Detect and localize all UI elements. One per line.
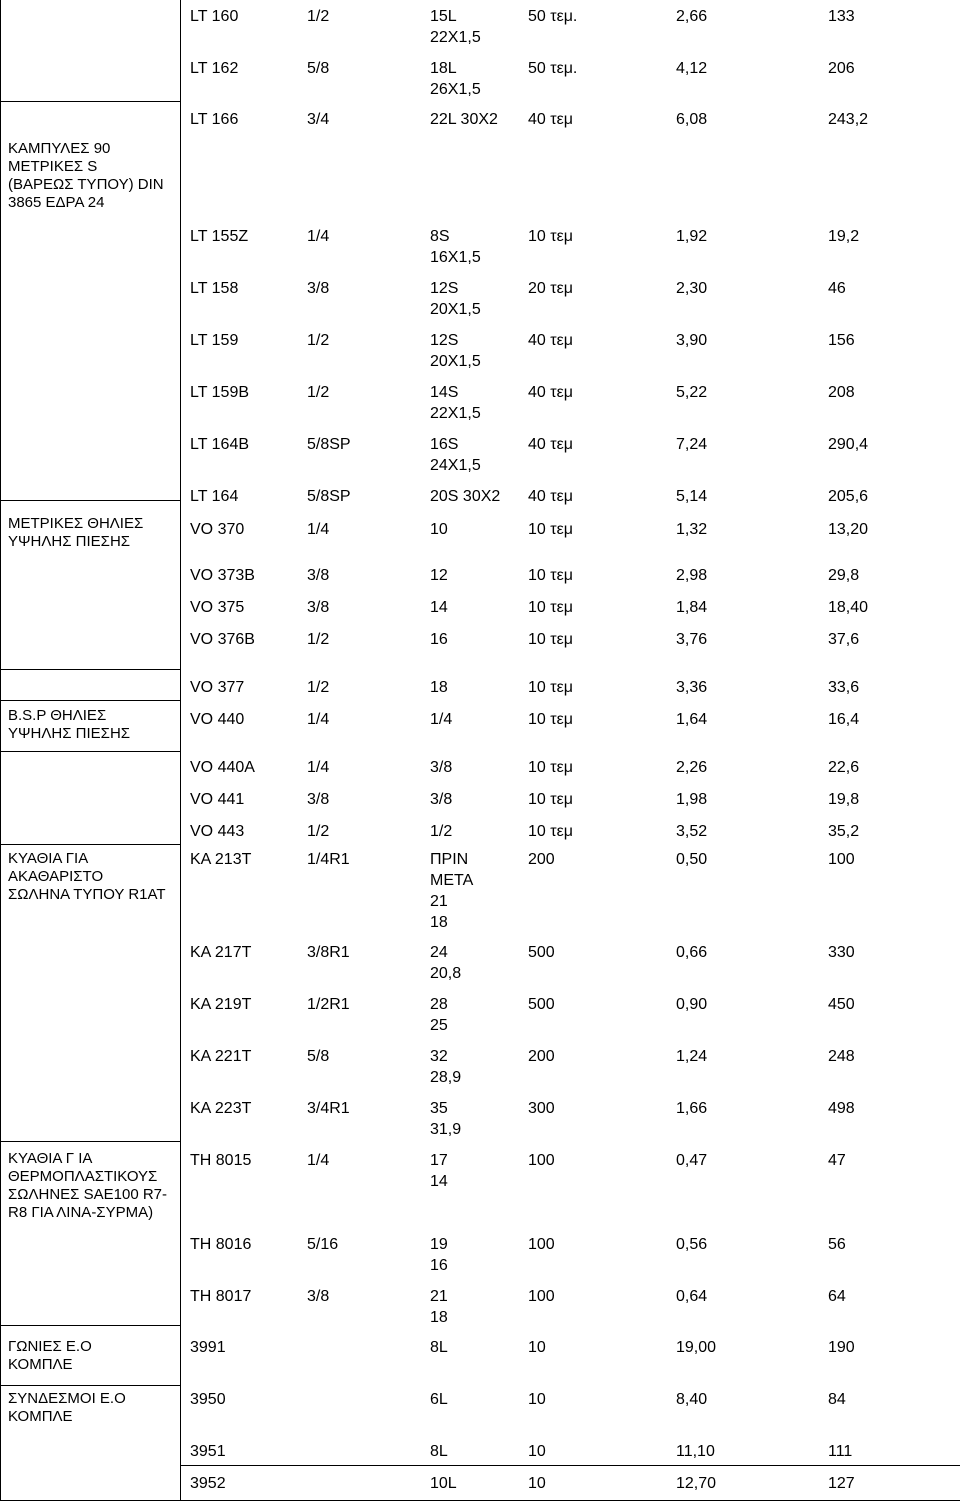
cell-total: 46	[828, 280, 846, 297]
cell-code: VO 375	[190, 599, 245, 616]
cell-quantity: 40 τεμ	[528, 384, 573, 401]
cell-price: 1,64	[676, 711, 708, 728]
cell-thread: 10	[430, 521, 448, 538]
category-separator-7	[0, 1325, 180, 1326]
cell-thread: 24X1,5	[430, 457, 481, 474]
cell-code: LT 164B	[190, 436, 250, 453]
cell-size: 3/4	[307, 111, 330, 128]
cell-code: LT 159B	[190, 384, 250, 401]
cell-total: 33,6	[828, 679, 860, 696]
cell-quantity: 40 τεμ	[528, 332, 573, 349]
cell-code: VO 441	[190, 791, 245, 808]
cell-price: 8,40	[676, 1391, 708, 1408]
cell-total: 47	[828, 1152, 846, 1169]
cell-thread: 19	[430, 1236, 448, 1253]
cell-price: 1,98	[676, 791, 708, 808]
category-label-line: ΚΟΜΠΛΕ	[8, 1356, 73, 1373]
category-label-line: ΓΩΝΙΕΣ Ε.Ο	[8, 1338, 92, 1355]
cell-total: 19,2	[828, 228, 860, 245]
cell-total: 156	[828, 332, 855, 349]
cell-thread: 8L	[430, 1443, 448, 1460]
cell-price: 0,56	[676, 1236, 708, 1253]
cell-quantity: 10 τεμ	[528, 711, 573, 728]
cell-code: KA 213T	[190, 851, 252, 868]
cell-total: 498	[828, 1100, 855, 1117]
cell-code: 3952	[190, 1475, 226, 1492]
cell-quantity: 100	[528, 1236, 555, 1253]
cell-total: 190	[828, 1339, 855, 1356]
category-label	[8, 707, 173, 743]
row-separator	[180, 1465, 960, 1466]
cell-quantity: 10 τεμ	[528, 521, 573, 538]
cell-size: 1/2	[307, 332, 330, 349]
cell-thread: 8S	[430, 228, 450, 245]
cell-size: 1/2	[307, 8, 330, 25]
cell-code: VO 370	[190, 521, 245, 538]
cell-thread: 12S	[430, 332, 459, 349]
cell-total: 22,6	[828, 759, 860, 776]
cell-quantity: 10	[528, 1391, 546, 1408]
cell-price: 1,24	[676, 1048, 708, 1065]
cell-thread: 18L	[430, 60, 457, 77]
cell-total: 205,6	[828, 488, 869, 505]
cell-size: 1/4R1	[307, 851, 350, 868]
category-separator-1	[0, 500, 180, 501]
cell-total: 330	[828, 944, 855, 961]
cell-size: 1/4	[307, 759, 330, 776]
cell-size: 1/4	[307, 521, 330, 538]
cell-total: 35,2	[828, 823, 860, 840]
cell-total: 84	[828, 1391, 846, 1408]
cell-code: LT 158	[190, 280, 239, 297]
cell-quantity: 500	[528, 944, 555, 961]
cell-price: 2,66	[676, 8, 708, 25]
cell-thread: 18	[430, 679, 448, 696]
category-label	[8, 1390, 173, 1426]
cell-thread: 28,9	[430, 1069, 462, 1086]
cell-code: 3951	[190, 1443, 226, 1460]
cell-size: 1/2	[307, 679, 330, 696]
category-label-line: 3865 ΕΔΡΑ 24	[8, 194, 105, 211]
cell-price: 5,22	[676, 384, 708, 401]
cell-code: LT 160	[190, 8, 239, 25]
category-separator-6	[0, 1141, 180, 1142]
cell-price: 0,64	[676, 1288, 708, 1305]
cell-size: 3/8	[307, 280, 330, 297]
cell-thread: 28	[430, 996, 448, 1013]
cell-price: 1,84	[676, 599, 708, 616]
cell-code: VO 373B	[190, 567, 255, 584]
cell-code: LT 155Z	[190, 228, 249, 245]
cell-size: 1/2R1	[307, 996, 350, 1013]
cell-thread: 3/8	[430, 759, 453, 776]
cell-thread: 14S	[430, 384, 459, 401]
cell-quantity: 10 τεμ	[528, 631, 573, 648]
cell-size: 3/8	[307, 791, 330, 808]
cell-price: 11,10	[676, 1443, 715, 1460]
cell-price: 6,08	[676, 111, 708, 128]
category-label-line: ΣΩΛΗΝΕΣ SAE100 R7-	[8, 1186, 167, 1203]
cell-code: VO 443	[190, 823, 245, 840]
cell-price: 1,32	[676, 521, 708, 538]
cell-size: 5/16	[307, 1236, 339, 1253]
category-label-line: ΚΥΑΘΙΑ ΓΙΑ	[8, 850, 89, 867]
category-separator-0	[0, 101, 180, 102]
cell-quantity: 10 τεμ	[528, 759, 573, 776]
category-label-line: ΥΨΗΛΗΣ ΠΙΕΣΗΣ	[8, 533, 131, 550]
cell-thread: 21	[430, 893, 448, 910]
cell-total: 248	[828, 1048, 855, 1065]
category-label-line: ΘΕΡΜΟΠΛΑΣΤΙΚΟΥΣ	[8, 1168, 158, 1185]
cell-quantity: 10	[528, 1443, 546, 1460]
cell-code: 3950	[190, 1391, 226, 1408]
category-label-line: ΚΑΜΠΥΛΕΣ 90	[8, 140, 111, 157]
cell-price: 0,47	[676, 1152, 708, 1169]
cell-quantity: 40 τεμ	[528, 488, 573, 505]
cell-size: 1/2	[307, 384, 330, 401]
cell-size: 5/8SP	[307, 436, 351, 453]
cell-code: KA 221T	[190, 1048, 252, 1065]
cell-code: KA 223T	[190, 1100, 252, 1117]
category-label-line: ΣΩΛΗΝΑ ΤΥΠΟΥ R1AT	[8, 886, 166, 903]
cell-quantity: 10	[528, 1339, 546, 1356]
cell-thread: 35	[430, 1100, 448, 1117]
cell-quantity: 10 τεμ	[528, 599, 573, 616]
cell-quantity: 20 τεμ	[528, 280, 573, 297]
category-label	[8, 140, 173, 212]
cell-total: 19,8	[828, 791, 860, 808]
cell-thread: 1/2	[430, 823, 453, 840]
cell-code: TH 8015	[190, 1152, 252, 1169]
cell-thread: 18	[430, 914, 448, 931]
cell-price: 1,92	[676, 228, 708, 245]
cell-quantity: 10 τεμ	[528, 567, 573, 584]
cell-size: 3/8	[307, 1288, 330, 1305]
cell-price: 7,24	[676, 436, 708, 453]
cell-thread: 18	[430, 1309, 448, 1326]
category-separator-2	[0, 669, 180, 670]
cell-quantity: 40 τεμ	[528, 111, 573, 128]
cell-total: 18,40	[828, 599, 869, 616]
cell-quantity: 10 τεμ	[528, 823, 573, 840]
cell-thread: 20X1,5	[430, 353, 481, 370]
cell-size: 3/8	[307, 567, 330, 584]
cell-size: 3/8R1	[307, 944, 350, 961]
cell-code: TH 8017	[190, 1288, 252, 1305]
cell-size: 3/8	[307, 599, 330, 616]
cell-price: 3,36	[676, 679, 708, 696]
cell-quantity: 50 τεμ.	[528, 60, 578, 77]
cell-size: 1/4	[307, 1152, 330, 1169]
category-label	[8, 1150, 173, 1222]
cell-quantity: 40 τεμ	[528, 436, 573, 453]
cell-total: 13,20	[828, 521, 869, 538]
category-label-line: ΣΥΝΔΕΣΜΟΙ Ε.Ο	[8, 1390, 126, 1407]
cell-thread: 16	[430, 1257, 448, 1274]
cell-thread: 32	[430, 1048, 448, 1065]
cell-code: KA 217T	[190, 944, 252, 961]
cell-code: LT 159	[190, 332, 239, 349]
cell-size: 1/4	[307, 711, 330, 728]
category-label-line: (ΒΑΡΕΩΣ ΤΥΠΟΥ) DIN	[8, 176, 164, 193]
cell-price: 4,12	[676, 60, 708, 77]
cell-total: 16,4	[828, 711, 860, 728]
cell-total: 450	[828, 996, 855, 1013]
cell-code: VO 377	[190, 679, 245, 696]
cell-price: 2,26	[676, 759, 708, 776]
category-label	[8, 1338, 173, 1374]
cell-price: 2,98	[676, 567, 708, 584]
cell-price: 19,00	[676, 1339, 717, 1356]
cell-thread: 20X1,5	[430, 301, 481, 318]
category-label-line: R8 ΓΙΑ ΛΙΝΑ-ΣΥΡΜΑ)	[8, 1204, 154, 1221]
cell-total: 111	[828, 1443, 853, 1460]
category-separator-8	[0, 1385, 180, 1386]
cell-size: 3/4R1	[307, 1100, 350, 1117]
cell-quantity: 50 τεμ.	[528, 8, 578, 25]
cell-size: 5/8	[307, 60, 330, 77]
cell-size: 1/2	[307, 823, 330, 840]
cell-code: LT 164	[190, 488, 239, 505]
cell-thread: ΠΡΙΝ	[430, 851, 469, 868]
cell-size: 5/8	[307, 1048, 330, 1065]
cell-quantity: 10 τεμ	[528, 791, 573, 808]
cell-price: 0,50	[676, 851, 708, 868]
cell-thread: 16	[430, 631, 448, 648]
cell-price: 12,70	[676, 1475, 717, 1492]
cell-quantity: 200	[528, 851, 555, 868]
cell-total: 127	[828, 1475, 855, 1492]
cell-thread: 22X1,5	[430, 405, 481, 422]
cell-thread: 16X1,5	[430, 249, 481, 266]
category-label-line: ΜΕΤΡΙΚΕΣ S	[8, 158, 98, 175]
cell-price: 5,14	[676, 488, 708, 505]
cell-total: 29,8	[828, 567, 860, 584]
cell-total: 133	[828, 8, 855, 25]
cell-total: 56	[828, 1236, 846, 1253]
cell-price: 0,66	[676, 944, 708, 961]
cell-code: 3991	[190, 1339, 226, 1356]
cell-quantity: 10 τεμ	[528, 679, 573, 696]
cell-code: KA 219T	[190, 996, 252, 1013]
cell-thread: 26X1,5	[430, 81, 481, 98]
cell-code: TH 8016	[190, 1236, 252, 1253]
cell-thread: 25	[430, 1017, 448, 1034]
category-label	[8, 515, 173, 551]
cell-total: 290,4	[828, 436, 869, 453]
cell-price: 0,90	[676, 996, 708, 1013]
cell-thread: 16S	[430, 436, 459, 453]
cell-quantity: 100	[528, 1288, 555, 1305]
cell-code: LT 166	[190, 111, 239, 128]
cell-price: 1,66	[676, 1100, 708, 1117]
cell-thread: 17	[430, 1152, 448, 1169]
cell-thread: 22L 30X2	[430, 111, 498, 128]
cell-total: 37,6	[828, 631, 860, 648]
cell-thread: 8L	[430, 1339, 448, 1356]
category-label-line: ΚΥΑΘΙΑ Γ ΙΑ	[8, 1150, 93, 1167]
cell-thread: 24	[430, 944, 448, 961]
cell-quantity: 200	[528, 1048, 555, 1065]
category-separator-5	[0, 844, 180, 845]
cell-thread: 15L	[430, 8, 457, 25]
category-separator-4	[0, 751, 180, 752]
cell-thread: 10L	[430, 1475, 457, 1492]
cell-quantity: 10 τεμ	[528, 228, 573, 245]
category-separator-3	[0, 700, 180, 701]
cell-code: LT 162	[190, 60, 239, 77]
cell-quantity: 100	[528, 1152, 555, 1169]
cell-thread: 20S 30X2	[430, 488, 501, 505]
cell-thread: 12	[430, 567, 448, 584]
category-label-line: ΑΚΑΘΑΡΙΣΤΟ	[8, 868, 104, 885]
cell-thread: 22X1,5	[430, 29, 481, 46]
cell-thread: 14	[430, 1173, 448, 1190]
grid-line-divider	[180, 0, 181, 1501]
cell-thread: 6L	[430, 1391, 448, 1408]
cell-thread: 12S	[430, 280, 459, 297]
cell-price: 3,90	[676, 332, 708, 349]
cell-thread: 1/4	[430, 711, 453, 728]
cell-total: 243,2	[828, 111, 869, 128]
cell-thread: ΜΕΤΑ	[430, 872, 474, 889]
cell-thread: 3/8	[430, 791, 453, 808]
cell-quantity: 10	[528, 1475, 546, 1492]
cell-total: 208	[828, 384, 855, 401]
cell-thread: 31,9	[430, 1121, 462, 1138]
category-label-line: B.S.P ΘΗΛΙΕΣ	[8, 707, 107, 724]
category-label-line: ΥΨΗΛΗΣ ΠΙΕΣΗΣ	[8, 725, 131, 742]
cell-thread: 20,8	[430, 965, 462, 982]
cell-code: VO 440	[190, 711, 245, 728]
cell-code: VO 440A	[190, 759, 255, 776]
cell-thread: 14	[430, 599, 448, 616]
cell-size: 5/8SP	[307, 488, 351, 505]
cell-total: 206	[828, 60, 855, 77]
cell-price: 3,52	[676, 823, 708, 840]
cell-price: 2,30	[676, 280, 708, 297]
cell-total: 100	[828, 851, 855, 868]
cell-quantity: 300	[528, 1100, 555, 1117]
cell-thread: 21	[430, 1288, 448, 1305]
cell-size: 1/2	[307, 631, 330, 648]
cell-size: 1/4	[307, 228, 330, 245]
cell-code: VO 376B	[190, 631, 255, 648]
cell-quantity: 500	[528, 996, 555, 1013]
cell-total: 64	[828, 1288, 846, 1305]
category-label-line: ΚΟΜΠΛΕ	[8, 1408, 73, 1425]
category-label	[8, 850, 173, 904]
cell-price: 3,76	[676, 631, 708, 648]
category-label-line: ΜΕΤΡΙΚΕΣ ΘΗΛΙΕΣ	[8, 515, 144, 532]
